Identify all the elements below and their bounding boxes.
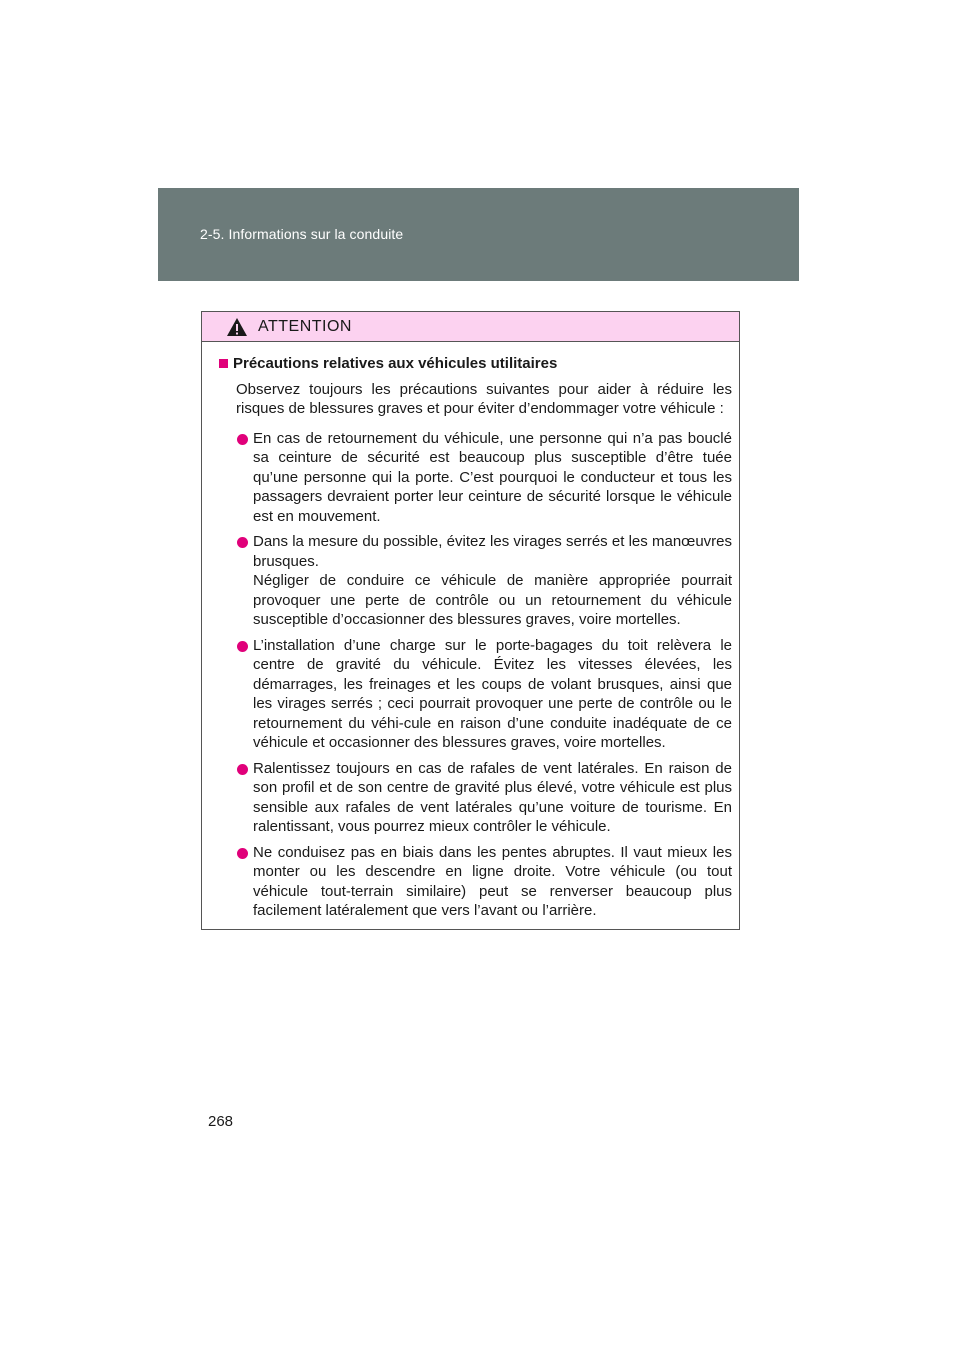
attention-box xyxy=(201,311,740,930)
page-number: 268 xyxy=(208,1113,234,1130)
list-item xyxy=(219,759,732,837)
list-item-text: Ralentissez toujours en cas de rafales de vent latérales. En raison de son profil et de son centre de gravité plus élevé, votre véhicule est plus sensible aux rafales de vent latérales qu’une voiture de tourisme. En ralentissant, vous pourrez mieux contrôler le véhicule. xyxy=(253,759,732,835)
bullet-dot-icon xyxy=(237,848,248,859)
precaution-list xyxy=(219,429,732,921)
list-item xyxy=(219,843,732,921)
list-item-text-continued: Négliger de conduire ce véhicule de manière appropriée pourrait provoquer une perte de contrôle ou un retournement du véhicule susceptible d’occasionner des blessures graves, voire mortelles. xyxy=(253,572,732,628)
precautions-heading-text: Précautions relatives aux véhicules utilitaires xyxy=(233,355,558,372)
list-item-text: Ne conduisez pas en biais dans les pentes abruptes. Il vaut mieux les monter ou les descendre en ligne droite. Votre véhicule (ou tout véhicule tout-terrain similaire) peut se renverser beaucoup plus facilement latéralement que vers l’avant ou l’arrière. xyxy=(253,843,732,919)
section-title: 2-5. Informations sur la conduite xyxy=(200,226,404,242)
list-item-text: L’installation d’une charge sur le porte-bagages du toit relèvera le centre de gravité du véhicule. Évitez les vitesses élevées, les démarrages, les freinages et les coups de volant brusques, ainsi que les virages serrés ; ceci pourrait provoquer une perte de contrôle ou le retournement du véhi-cule en raison d’une conduite inadéquate de ce véhicule et occasionner des blessures graves, voire mortelles. xyxy=(253,636,732,751)
list-item xyxy=(219,429,732,527)
square-bullet-icon xyxy=(219,359,228,368)
attention-title: ATTENTION xyxy=(258,317,352,335)
precautions-heading xyxy=(219,354,732,374)
bullet-dot-icon xyxy=(237,764,248,775)
intro-paragraph: Observez toujours les précautions suivantes pour aider à réduire les risques de blessures graves et pour éviter d’endommager votre véhicule : xyxy=(236,380,732,417)
attention-header xyxy=(202,312,739,342)
list-item-text: Dans la mesure du possible, évitez les virages serrés et les manœuvres brusques. xyxy=(253,533,732,570)
list-item xyxy=(219,636,732,753)
list-item xyxy=(219,532,732,630)
bullet-dot-icon xyxy=(237,434,248,445)
bullet-dot-icon xyxy=(237,641,248,652)
warning-triangle-icon xyxy=(226,317,248,337)
bullet-dot-icon xyxy=(237,537,248,548)
attention-content xyxy=(202,342,739,921)
list-item-text: En cas de retournement du véhicule, une personne qui n’a pas bouclé sa ceinture de sécurité est beaucoup plus susceptible d’être tuée qu’une personne qui la porte. C’est pourquoi le conducteur et tous les passagers devraient porter leur ceinture de sécurité lorsque le véhicule est en mouvement. xyxy=(253,429,732,525)
section-header-band xyxy=(158,188,799,281)
